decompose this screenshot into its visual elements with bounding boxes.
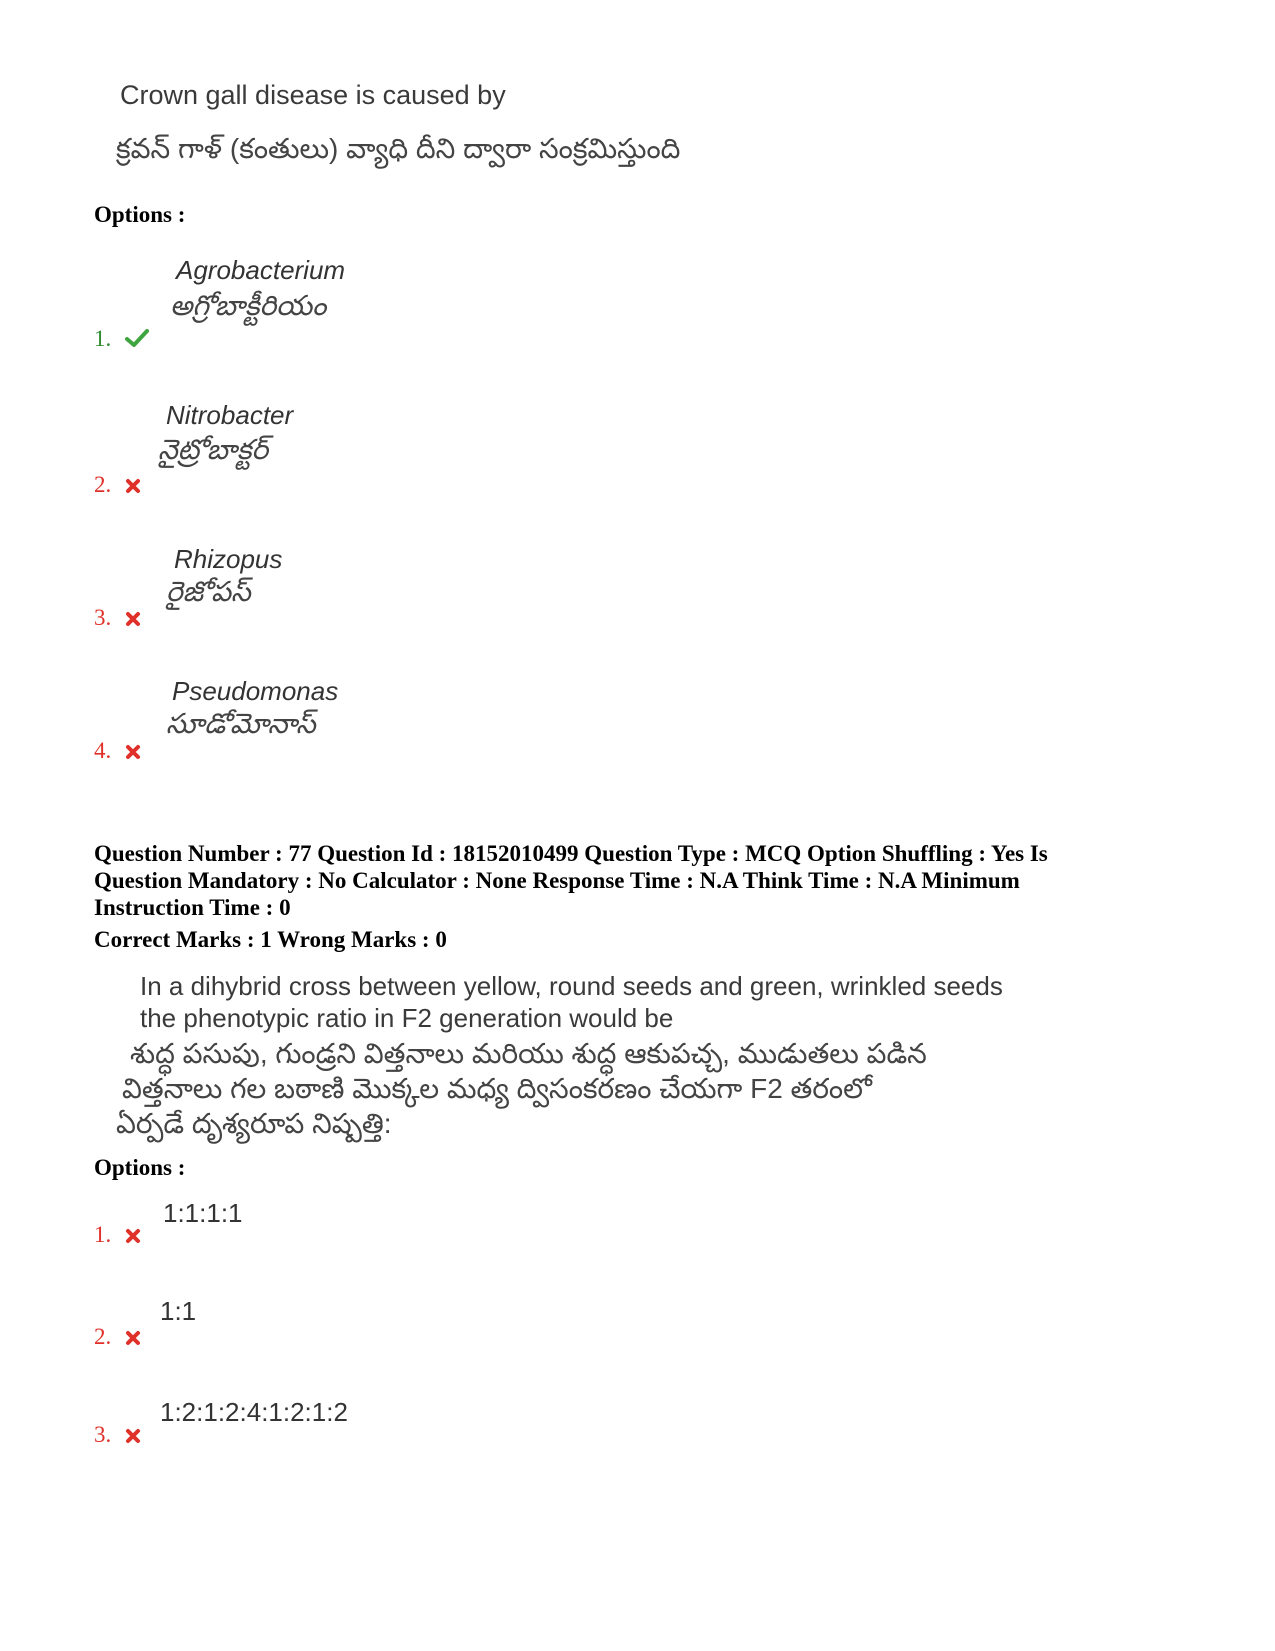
option-number: 4. bbox=[94, 738, 112, 763]
q2-option-2-number bbox=[94, 1324, 141, 1352]
cross-icon bbox=[125, 1424, 141, 1450]
q1-question-te: క్రవన్ గాళ్ (కంతులు) వ్యాధి దీని ద్వారా సంక్రమిస్తుంది bbox=[116, 133, 681, 164]
q2-options-label: Options : bbox=[94, 1155, 186, 1180]
q2-option-3-number bbox=[94, 1422, 141, 1450]
q2-option-1-text: 1:1:1:1 bbox=[163, 1198, 243, 1228]
q1-option-4-en: Pseudomonas bbox=[172, 676, 339, 706]
q2-meta: Question Number : 77 Question Id : 18152010499 Question Type : MCQ Option Shuffling : Yes Is Question Mandatory : No Calculator : None Response Time : N.A Think Time : N.A Minimum Instruction Time : 0 bbox=[94, 841, 1048, 920]
q2-option-3-text: 1:2:1:2:4:1:2:1:2 bbox=[160, 1397, 348, 1427]
cross-icon bbox=[125, 1224, 141, 1250]
q1-option-2-number bbox=[94, 472, 141, 500]
q2-option-2-text: 1:1 bbox=[160, 1296, 197, 1326]
q1-option-1-number bbox=[94, 326, 149, 354]
q1-option-4-te: సూడోమోనాస్ bbox=[166, 708, 316, 739]
option-number: 3. bbox=[94, 1422, 112, 1447]
q1-option-3-number bbox=[94, 605, 141, 633]
q1-option-1-en: Agrobacterium bbox=[176, 255, 346, 285]
option-number: 3. bbox=[94, 605, 112, 630]
q2-question-en-line1: In a dihybrid cross between yellow, round seeds and green, wrinkled seeds bbox=[140, 971, 1003, 1001]
cross-icon bbox=[125, 607, 141, 633]
q2-question-te-line2: విత్తనాలు గల బఠాణి మొక్కల మధ్య ద్విసంకరణం చేయగా F2 తరంలో bbox=[122, 1073, 872, 1104]
cross-icon bbox=[125, 1326, 141, 1352]
option-number: 1. bbox=[94, 326, 112, 351]
option-number: 1. bbox=[94, 1222, 112, 1247]
q1-option-4-number bbox=[94, 738, 141, 766]
q2-option-1-number bbox=[94, 1222, 141, 1250]
q1-question-en: Crown gall disease is caused by bbox=[120, 80, 506, 110]
q1-option-1-te: అగ్రోబాక్టీరియం bbox=[170, 290, 327, 321]
option-number: 2. bbox=[94, 472, 112, 497]
q2-question-te-line1: శుద్ధ పసుపు, గుండ్రని విత్తనాలు మరియు శుద్ధ ఆకుపచ్చ, ముడుతలు పడిన bbox=[130, 1038, 927, 1069]
q1-option-2-te: నైట్రోబాక్టర్ bbox=[158, 434, 269, 465]
q2-question-te-line3: ఏర్పడే దృశ్యరూప నిష్పత్తి: bbox=[116, 1108, 392, 1139]
q2-question-en-line2: the phenotypic ratio in F2 generation would be bbox=[140, 1003, 674, 1033]
option-number: 2. bbox=[94, 1324, 112, 1349]
q1-option-2-en: Nitrobacter bbox=[166, 400, 294, 430]
cross-icon bbox=[125, 740, 141, 766]
q1-options-label: Options : bbox=[94, 202, 186, 227]
q1-option-3-te: రైజోపస్ bbox=[166, 576, 251, 607]
q1-option-3-en: Rhizopus bbox=[174, 544, 283, 574]
q2-marks: Correct Marks : 1 Wrong Marks : 0 bbox=[94, 927, 447, 952]
check-icon bbox=[125, 328, 149, 354]
cross-icon bbox=[125, 474, 141, 500]
